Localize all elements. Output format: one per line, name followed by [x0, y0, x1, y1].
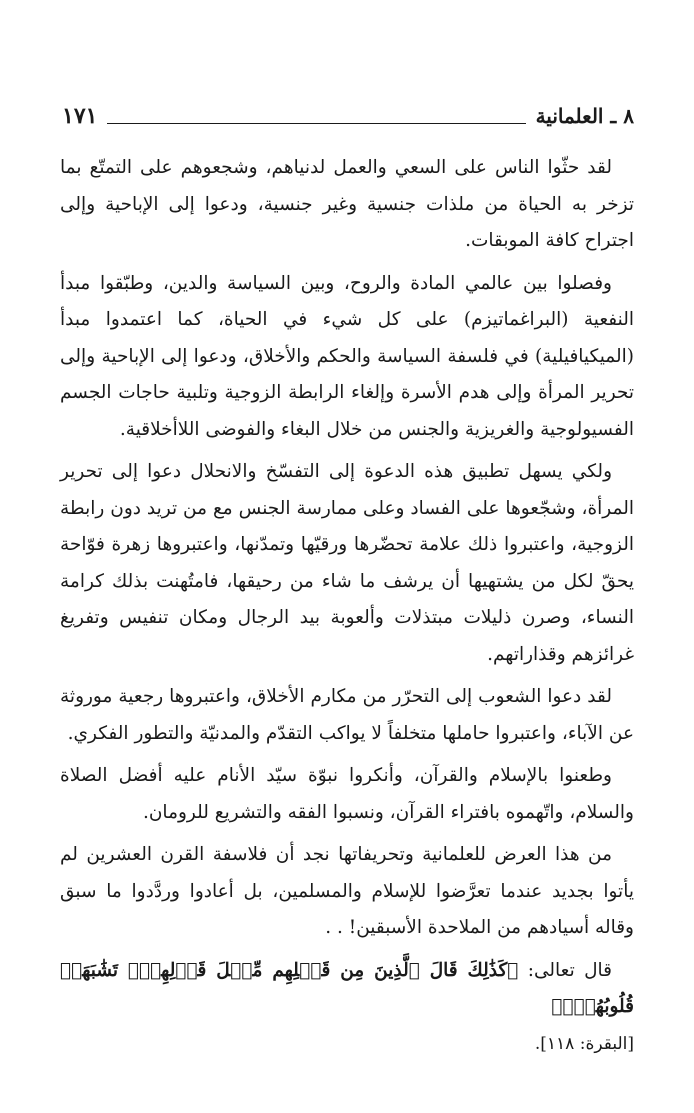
paragraph-6: من هذا العرض للعلمانية وتحريفاتها نجد أن فلاسفة القرن العشرين لم يأتوا بجديد عندما تعرَّضوا للإسلام والمسلمين، بل أعادوا وردَّدوا ما سبق وقاله أسيادهم من الملاحدة الأسبقين! . . [60, 844, 634, 938]
paragraph-2: وفصلوا بين عالمي المادة والروح، وبين السياسة والدين، وطبّقوا مبدأ النفعية (البراغماتيزم) على كل شيء في الحياة، كما اعتمدوا مبدأ (الميكيافيلية) في فلسفة السياسة والحكم والأخلاق، ودعوا إلى الإباحية وإلى تحرير المرأة وإلى هدم الأسرة وإلغاء الرابطة الزوجية وتلبية حاجات الجسم الفسيولوجية والغريزية والجنس من خلال البغاء والفوضى اللاأخلاقية. [60, 272, 634, 440]
header-rule [107, 123, 525, 124]
verse-text: ﴿كَذَٰلِكَ قَالَ ٱلَّذِينَ مِن قَبۡلِهِم مِّثۡلَ قَوۡلِهِمۡۘ تَشَٰبَهَتۡ قُلُوبُهُمۡۗ﴾ [60, 959, 634, 1017]
verse-intro: قال تعالى: [518, 959, 612, 981]
paragraph-1: لقد حثّوا الناس على السعي والعمل لدنياهم، وشجعوهم على التمتّع بما تزخر به الحياة من ملذات جنسية وغير جنسية، ودعوا إلى الإباحية وإلى اجتراح كافة الموبقات. [60, 157, 634, 251]
paragraph-4: لقد دعوا الشعوب إلى التحرّر من مكارم الأخلاق، واعتبروها رجعية موروثة عن الآباء، واعتبروا حاملها متخلفاً لا يواكب التقدّم والمدنيّة والتطور الفكري. [60, 686, 634, 744]
chapter-title: ٨ ـ العلمانية [535, 104, 634, 128]
verse-source: [البقرة: ١١٨]. [534, 1033, 634, 1054]
paragraph-3: ولكي يسهل تطبيق هذه الدعوة إلى التفسّخ والانحلال دعوا إلى تحرير المرأة، وشجّعوها على الفساد وعلى ممارسة الجنس مع من تريد دون رابطة الزوجية، واعتبروا ذلك علامة تحضّرها ورقيّها وتمدّنها، واعتبروها زهرة فوّاحة يحقّ لكل من يشتهيها أن يرشف ما شاء من رحيقها، فامتُهنت بذلك كرامة النساء، وصرن ذليلات مبتذلات وألعوبة بيد الرجال ومكان تنفيس وتفريغ غرائزهم وقذاراتهم. [60, 461, 634, 665]
paragraph-5: وطعنوا بالإسلام والقرآن، وأنكروا نبوّة سيّد الأنام عليه أفضل الصلاة والسلام، واتّهموه بافتراء القرآن، ونسبوا الفقه والتشريع للرومان. [60, 765, 634, 823]
page-body [60, 150, 634, 1062]
quran-verse [60, 953, 634, 1026]
page-header [62, 96, 634, 130]
page-number: ١٧١ [62, 103, 98, 129]
